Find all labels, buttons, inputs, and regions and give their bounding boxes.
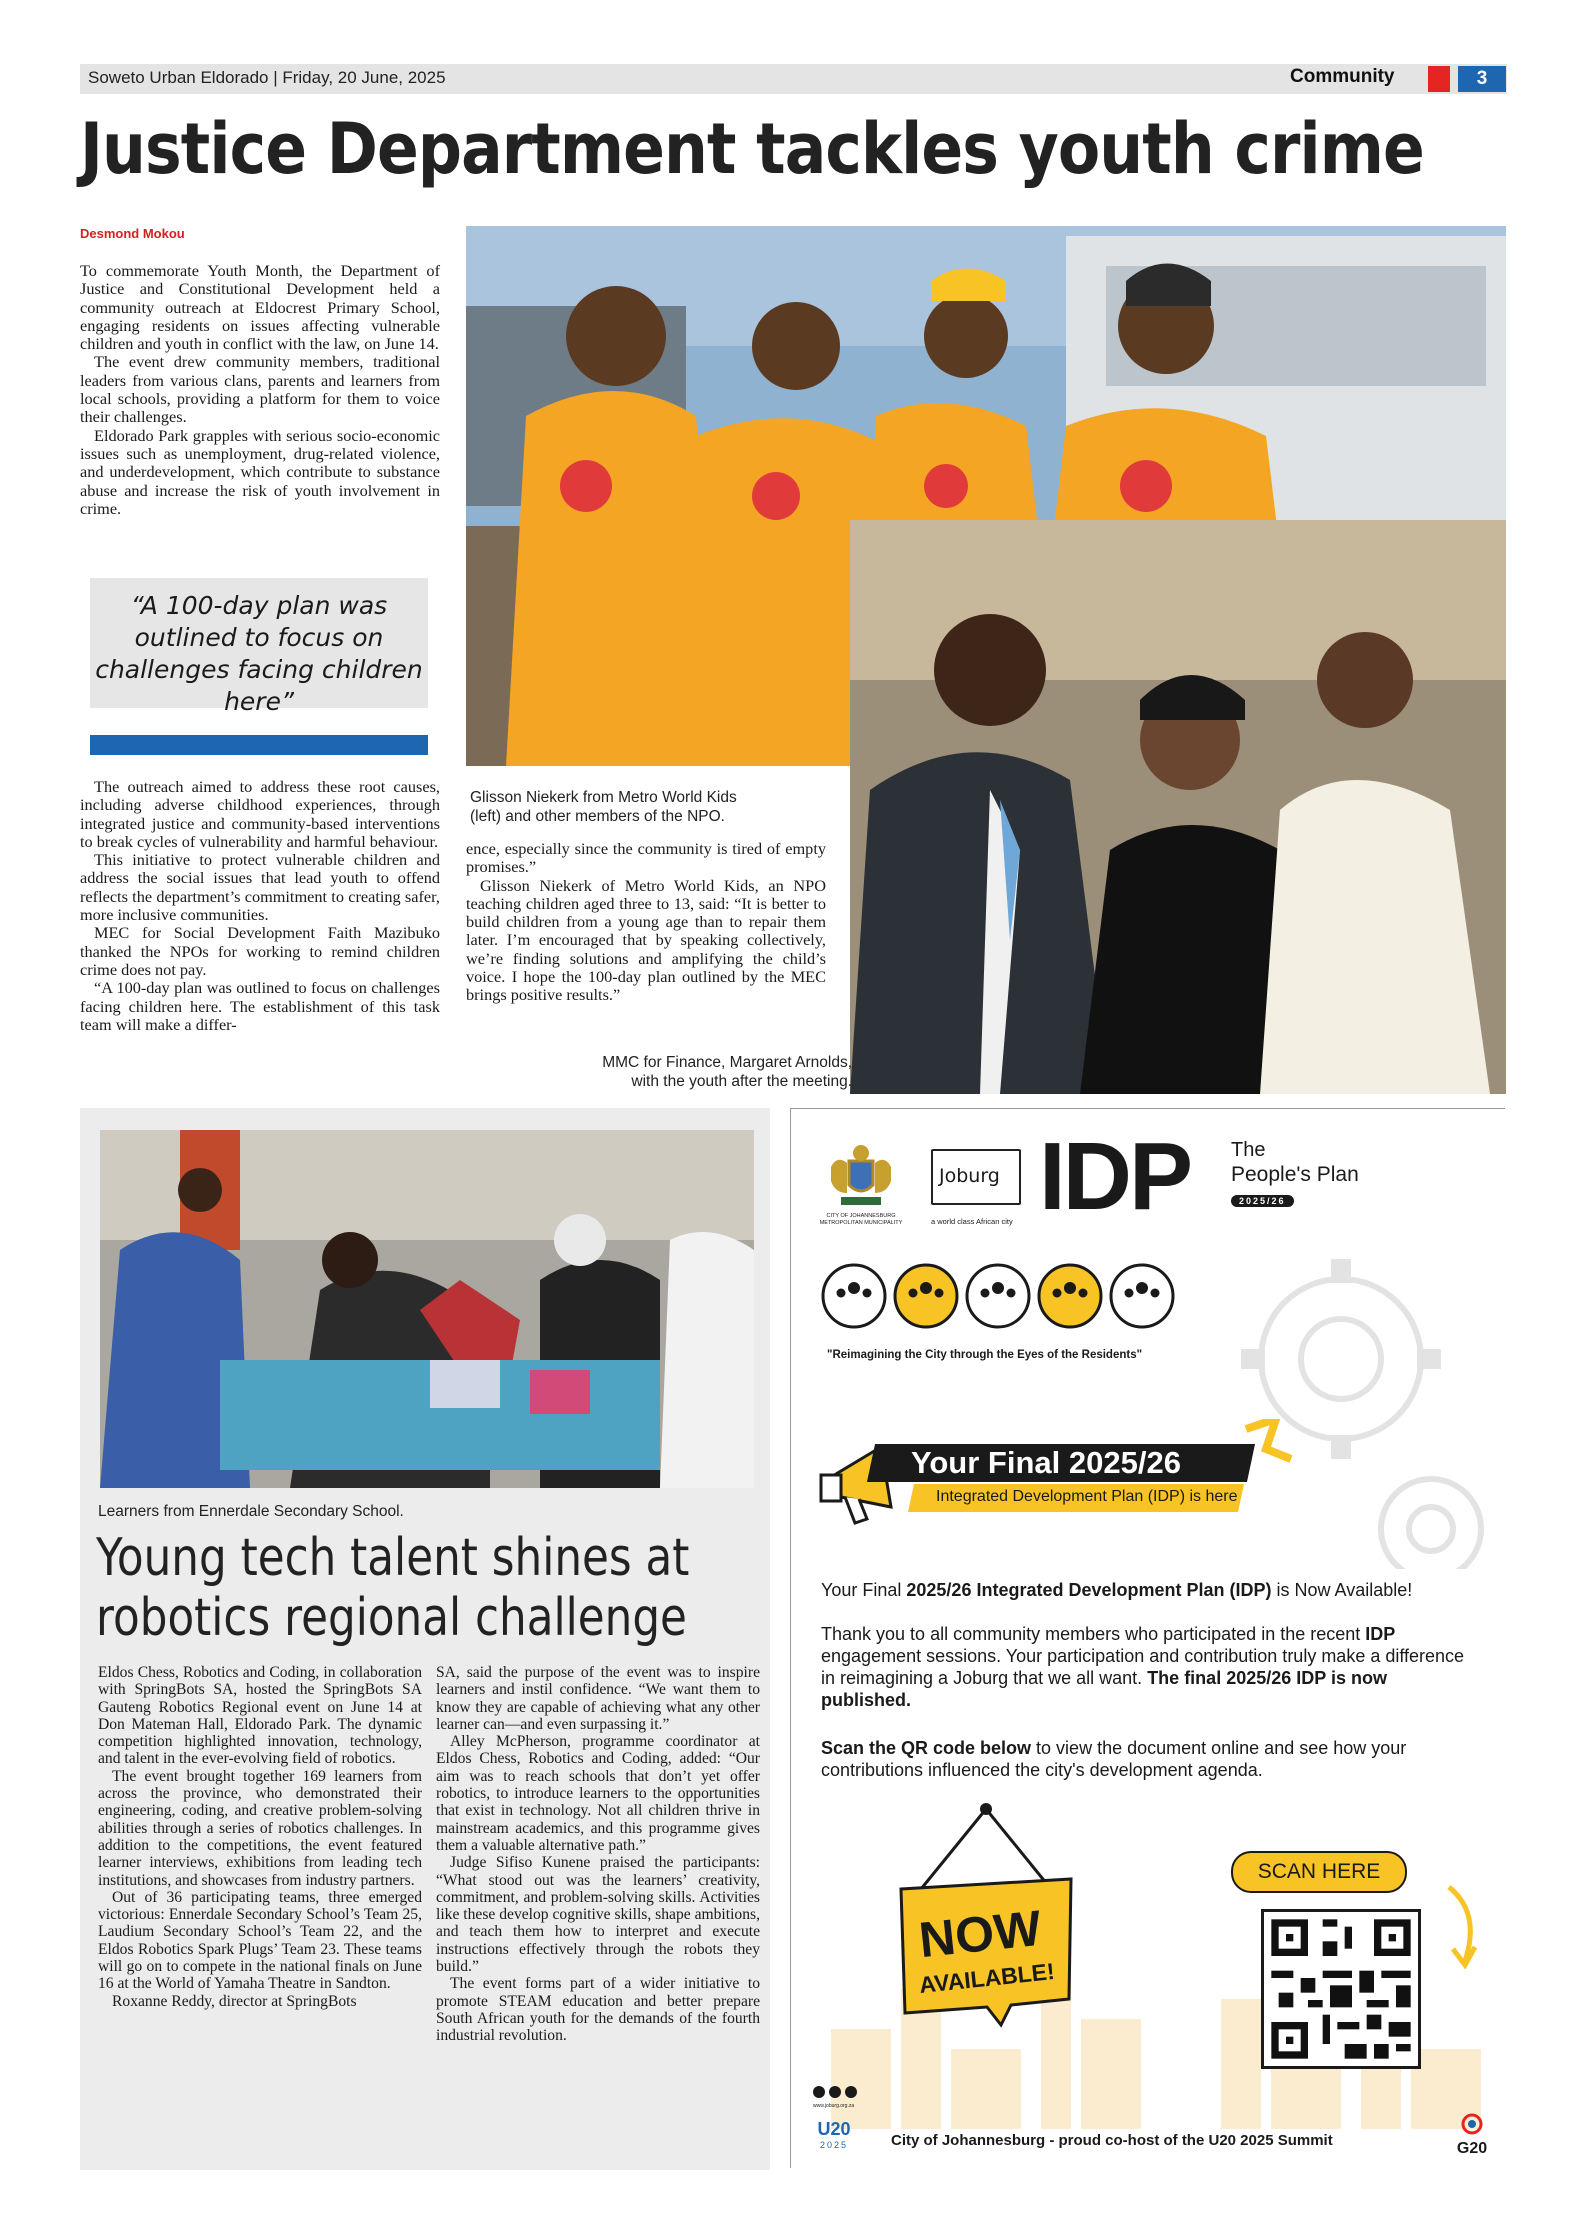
- idp-peoples-plan: People's Plan: [1231, 1163, 1359, 1186]
- social-icons: [813, 2085, 863, 2099]
- paragraph: Out of 36 participating teams, three emerged victorious: Ennerdale Secondary School’s Team 25, Laudium Secondary School’s Team 22, and the Eldos Robotics Spark Plugs’ Team 23. These teams will go on to compete in the national finals on June 16 at the World of Yamaha Theatre in Sandton.: [98, 1888, 422, 1993]
- article1-col1: [80, 262, 440, 518]
- paragraph: Glisson Niekerk of Metro World Kids, an NPO teaching children aged three to 13, said: “It is better to build children from a young age than to repair them later. I’m encouraged that by speaking collectively, we’re finding solutions and amplifying the child’s voice. I hope the 100-day plan outlined by the MEC brings positive results.”: [466, 875, 826, 1005]
- ad-p3-b: to view the document online and see how your contributions influenced the city's development agenda.: [821, 1738, 1407, 1780]
- qr-code[interactable]: [1261, 1909, 1421, 2069]
- article2-col1: [98, 1664, 422, 2010]
- facebook-social-icon[interactable]: [829, 2086, 841, 2098]
- banner-title: Your Final 2025/26: [911, 1445, 1181, 1480]
- coa-caption-line2: METROPOLITAN MUNICIPALITY: [819, 1220, 903, 1226]
- ad-p2-c: engagement sessions. Your participation and contribution truly make a difference in reimagining a Joburg that we all want.: [821, 1646, 1465, 1688]
- inset-photo-mmc-with-youth: [850, 520, 1506, 1094]
- ad-p1-a: Your Final: [821, 1580, 907, 1600]
- paragraph: ence, especially since the community is tired of empty promises.”: [466, 839, 826, 877]
- paragraph: The event brought together 169 learners from across the province, who demonstrated their engineering, coding, and creative problem-solving abilities through a series of robotics challenges. In addition to the competitions, the event featured learner interviews, exhibitions from leading tech institutions, and showcases from industry partners.: [98, 1767, 422, 1889]
- x-social-icon[interactable]: [813, 2086, 825, 2098]
- ad-p1-b: 2025/26 Integrated Development Plan (IDP): [906, 1580, 1272, 1600]
- g20-logo-text: G20: [1456, 2140, 1488, 2157]
- g20-emblem-icon: [1457, 2113, 1487, 2135]
- page-number: 3: [1458, 66, 1506, 92]
- paragraph: Eldos Chess, Robotics and Coding, in collaboration with SpringBots SA, hosted the SpringBots SA Gauteng Robotics Regional event on June 14 at Don Mateman Hall, Eldorado Park. The dynamic competition highlighted innovation, technology, and talent in the ever-evolving field of robotics.: [98, 1664, 422, 1768]
- paragraph: The outreach aimed to address these root causes, including adverse childhood experiences, through integrated justice and community-based interventions to break cycles of vulnerability and harmful behaviour.: [80, 777, 440, 851]
- paragraph: “A 100-day plan was outlined to focus on challenges facing children here. The establishment of this task team will make a differ-: [80, 978, 440, 1034]
- paragraph: Eldorado Park grapples with serious socio-economic issues such as unemployment, drug-related violence, and underdevelopment, which contribute to substance abuse and increase the risk of youth involvement in crime.: [80, 425, 440, 518]
- joburg-logo: [931, 1149, 1021, 1205]
- paragraph: Alley McPherson, programme coordinator at Eldos Chess, Robotics and Coding, added: “Our aim was to reach schools that don’t yet offer robotics, to introduce learners to the opportunities that exist in technology. Not all children thrive in mainstream academics, and this programme gives them a valuable alternative path.”: [436, 1733, 760, 1854]
- article2-col2: [436, 1664, 760, 2045]
- now-text: NOW: [916, 1899, 1044, 1969]
- paragraph: The event drew community members, traditional leaders from various clans, parents and learners from local schools, providing a platform for them to voice their challenges.: [80, 352, 440, 427]
- article2-headline-line2: robotics regional challenge: [96, 1588, 687, 1648]
- paragraph: The event forms part of a wider initiative to promote STEAM education and better prepare South African youth for the demands of the fourth industrial revolution.: [436, 1975, 760, 2045]
- article2-photo-learners-laptops: [100, 1130, 754, 1488]
- ad-tagline-quote: "Reimagining the City through the Eyes of the Residents": [827, 1349, 1143, 1361]
- coat-of-arms-logo: [821, 1141, 901, 1211]
- u20-logo: [809, 2119, 859, 2165]
- idp-logo-text: IDP: [1039, 1123, 1191, 1230]
- paragraph: MEC for Social Development Faith Mazibuko thanked the NPOs for working to remind children crime does not pay.: [80, 923, 440, 979]
- inset-photo-caption: MMC for Finance, Margaret Arnolds, with the youth after the meeting.: [602, 1054, 852, 1090]
- paragraph: To commemorate Youth Month, the Department of Justice and Constitutional Development held a community outreach at Eldocrest Primary School, engaging residents on issues affecting vulnerable children and youth in conflict with the law, on June 14.: [80, 261, 440, 354]
- pull-quote-bar: [90, 735, 428, 755]
- paragraph: SA, said the purpose of the event was to inspire learners and instil confidence. “We want them to know they are capable of achieving what any other learner can—and even surpassing it.”: [436, 1664, 760, 1733]
- ad-footer-text: City of Johannesburg - proud co-host of the U20 2025 Summit: [891, 2132, 1333, 2149]
- ad-paragraph-2: [821, 1623, 1476, 1711]
- banner-subtitle: Integrated Development Plan (IDP) is here: [936, 1488, 1238, 1505]
- article1-col2: [466, 840, 826, 1005]
- joburg-tagline: a world class African city: [931, 1217, 1013, 1226]
- article2-headline: [96, 1528, 690, 1648]
- section-label: Community: [1290, 66, 1395, 87]
- main-photo-caption: Glisson Niekerk from Metro World Kids (left) and other members of the NPO.: [470, 789, 737, 825]
- ad-p3-a: Scan the QR code below: [821, 1738, 1032, 1758]
- ad-p2-d: The final 2025/26 IDP is now published.: [821, 1668, 1387, 1710]
- available-text: AVAILABLE!: [917, 1957, 1056, 1999]
- ad-p2-b: IDP: [1365, 1624, 1396, 1644]
- community-people-icons: [819, 1261, 1179, 1331]
- ad-p2-a: Thank you to all community members who participated in the recent: [821, 1624, 1366, 1644]
- arrow-down-icon: [1443, 1883, 1483, 1973]
- paragraph: This initiative to protect vulnerable children and address the social issues that lead youth to offend reflects the department’s commitment to creating safer, more inclusive communities.: [80, 850, 440, 925]
- pull-quote-text: “A 100-day plan was outlined to focus on challenges facing children here”: [95, 591, 423, 716]
- idp-advertisement: [790, 1108, 1505, 2168]
- paragraph: Judge Sifiso Kunene praised the participants: “What stood out was the learners’ creativity, commitment, and problem-solving skills. Activities like these develop cognitive skills, shape ambitions, and teach them how to interpret and execute instructions effectively through the robots they build.”: [436, 1854, 760, 1976]
- paragraph: Roxanne Reddy, director at SpringBots: [112, 1992, 357, 2010]
- ad-p1-c: is Now Available!: [1271, 1580, 1413, 1600]
- section-marker: [1428, 66, 1450, 92]
- article1-col1b: [80, 778, 440, 1034]
- coa-caption-line1: CITY OF JOHANNESBURG: [826, 1213, 896, 1219]
- coa-caption: [811, 1213, 911, 1227]
- g20-logo: [1451, 2113, 1493, 2163]
- u20-logo-text: U20: [817, 2119, 851, 2139]
- article1-headline: Justice Department tackles youth crime: [80, 108, 1424, 190]
- idp-the: The: [1231, 1139, 1266, 1161]
- article2-photo-caption: Learners from Ennerdale Secondary School.: [98, 1503, 404, 1520]
- article2-headline-line1: Young tech talent shines at: [96, 1528, 690, 1588]
- article1-byline: Desmond Mokou: [80, 226, 185, 241]
- ad-paragraph-1: [821, 1579, 1471, 1601]
- gear-decoration-icon: [1221, 1229, 1501, 1569]
- social-url[interactable]: www.joburg.org.za: [813, 2103, 855, 2109]
- scan-here-button[interactable]: SCAN HERE: [1231, 1851, 1407, 1893]
- publication-dateline: Soweto Urban Eldorado | Friday, 20 June, 2025: [88, 68, 446, 87]
- idp-year-badge: 2025/26: [1231, 1195, 1294, 1207]
- linkedin-social-icon[interactable]: [845, 2086, 857, 2098]
- burst-icon: [1236, 1419, 1296, 1489]
- joburg-logo-text: Joburg: [939, 1165, 1000, 1187]
- ad-paragraph-3: [821, 1737, 1481, 1781]
- u20-logo-year: 2025: [819, 2140, 849, 2150]
- pull-quote: [90, 578, 428, 716]
